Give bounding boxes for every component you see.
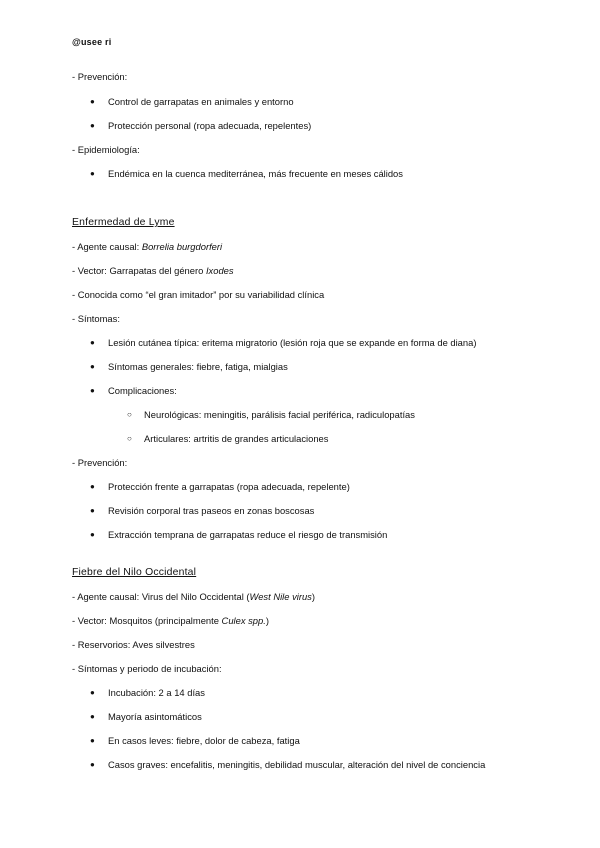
header-brand: @usee ri [72,37,112,47]
list-item: Complicaciones: [108,385,177,396]
lyme-vector-label: - Vector: Garrapatas del género [72,265,206,276]
list-item: Casos graves: encefalitis, meningitis, debilidad muscular, alteración del nivel de conciencia [108,759,486,770]
lyme-conocida: - Conocida como “el gran imitador” por su variabilidad clínica [72,289,325,300]
nilo-vector-label: - Vector: Mosquitos (principalmente [72,615,222,626]
lyme-agente-label: - Agente causal: [72,241,142,252]
list-item: Protección frente a garrapatas (ropa adecuada, repelente) [108,481,350,492]
bullet-icon: ● [90,169,95,178]
nilo-agente-end: ) [311,591,315,602]
lyme-agente [72,241,222,253]
bullet-icon: ● [90,482,95,491]
list-item: En casos leves: fiebre, dolor de cabeza, fatiga [108,735,300,746]
bullet-icon: ● [90,121,95,130]
bullet-icon: ● [90,530,95,539]
epidemiologia-title: - Epidemiología: [72,144,140,155]
list-item: Endémica en la cuenca mediterránea, más frecuente en meses cálidos [108,168,403,179]
nilo-reservorios: - Reservorios: Aves silvestres [72,639,195,650]
lyme-heading: Enfermedad de Lyme [72,217,175,228]
bullet-icon: ● [90,97,95,106]
bullet-icon: ● [90,506,95,515]
bullet-icon: ● [90,362,95,371]
sublist-item: Neurológicas: meningitis, parálisis facial periférica, radiculopatías [144,409,415,420]
list-item: Lesión cutánea típica: eritema migratorio (lesión roja que se expande en forma de diana) [108,337,477,348]
bullet-icon: ● [90,760,95,769]
lyme-agente-value: Borrelia burgdorferi [141,241,223,252]
lyme-vector [72,265,234,277]
lyme-vector-value: Ixodes [205,265,234,276]
list-item: Extracción temprana de garrapatas reduce el riesgo de transmisión [108,529,388,540]
nilo-heading: Fiebre del Nilo Occidental [72,567,197,578]
nilo-vector [72,615,269,627]
bullet-icon: ● [90,386,95,395]
sublist-item: Articulares: artritis de grandes articulaciones [144,433,329,444]
bullet-icon: ● [90,688,95,697]
list-item: Control de garrapatas en animales y entorno [108,96,294,107]
nilo-agente-label: - Agente causal: Virus del Nilo Occidental ( [72,591,250,602]
list-item: Revisión corporal tras paseos en zonas boscosas [108,505,315,516]
nilo-agente [72,591,315,603]
bullet-icon: ● [90,712,95,721]
nilo-sintomas-title: - Síntomas y periodo de incubación: [72,663,222,674]
lyme-sintomas-title: - Síntomas: [72,313,120,324]
list-item: Mayoría asintomáticos [108,711,202,722]
nilo-agente-value: West Nile virus [249,591,312,602]
hollow-bullet-icon: ○ [127,434,132,443]
list-item: Protección personal (ropa adecuada, repelentes) [108,120,312,131]
list-item: Síntomas generales: fiebre, fatiga, mialgias [108,361,288,372]
bullet-icon: ● [90,736,95,745]
nilo-vector-end: ) [265,615,269,626]
bullet-icon: ● [90,338,95,347]
hollow-bullet-icon: ○ [127,410,132,419]
nilo-vector-value: Culex spp. [221,615,266,626]
lyme-prevencion-title: - Prevención: [72,457,128,468]
prevencion-title: - Prevención: [72,71,128,82]
list-item: Incubación: 2 a 14 días [108,687,205,698]
